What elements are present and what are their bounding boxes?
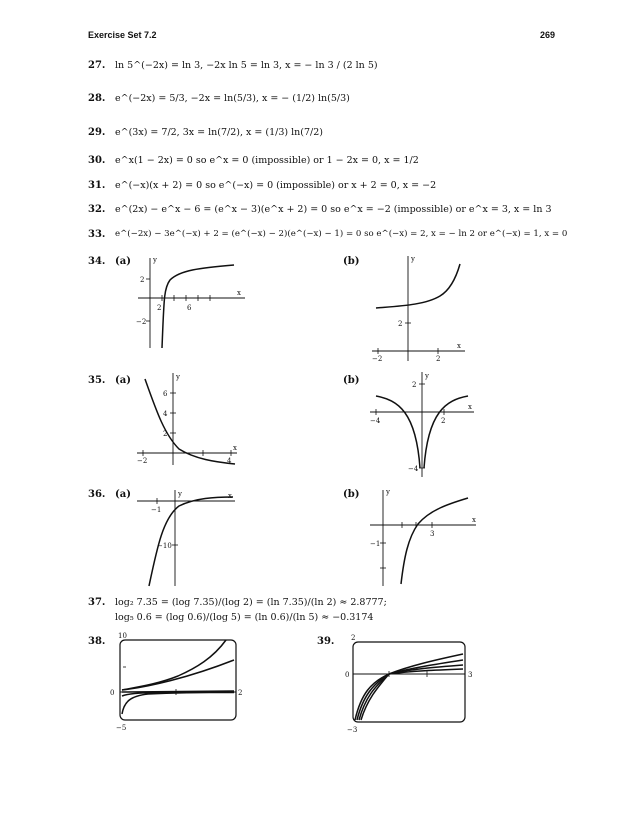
- tick-label: 6: [163, 390, 168, 398]
- tick-label: 4: [163, 410, 168, 418]
- y-axis-label: y: [153, 256, 157, 264]
- tick-label: 0: [110, 689, 115, 697]
- problem-37-line-1: log₂ 7.35 = (log 7.35)/(log 2) = (ln 7.35)/(ln 2) ≈ 2.8777;: [115, 597, 387, 608]
- graph-38: [108, 634, 248, 734]
- part-b-label: (b): [343, 256, 360, 267]
- problem-37-line-2: log₅ 0.6 = (log 0.6)/(log 5) = (ln 0.6)/(ln 5) ≈ −0.3174: [115, 612, 374, 623]
- tick-label: −1: [151, 506, 162, 514]
- y-axis-label: y: [386, 488, 390, 496]
- problem-number: 29.: [88, 127, 106, 138]
- part-a-label: (a): [115, 489, 131, 500]
- problem-33-text: e^(−2x) − 3e^(−x) + 2 = (e^(−x) − 2)(e^(−x) − 1) = 0 so e^(−x) = 2, x = − ln 2 or e^(−x) = 1, x = 0: [115, 229, 568, 239]
- graph-34b: [370, 256, 470, 364]
- problem-number: 38.: [88, 636, 106, 647]
- tick-label: 3: [430, 530, 435, 538]
- part-b-label: (b): [343, 375, 360, 386]
- x-axis-label: x: [457, 342, 461, 350]
- problem-number: 27.: [88, 60, 106, 71]
- tick-label: 2: [140, 276, 145, 284]
- tick-label: −1: [370, 540, 381, 548]
- problem-number: 32.: [88, 204, 106, 215]
- tick-label: −2: [137, 457, 148, 465]
- problem-number: 36.: [88, 489, 106, 500]
- tick-label: 2: [351, 634, 356, 642]
- problem-number: 33.: [88, 229, 106, 240]
- problem-30-text: e^x(1 − 2x) = 0 so e^x = 0 (impossible) or 1 − 2x = 0, x = 1/2: [115, 155, 419, 166]
- tick-label: 2: [163, 430, 168, 438]
- problem-number: 28.: [88, 93, 106, 104]
- tick-label: 3: [468, 671, 473, 679]
- y-axis-label: y: [176, 373, 180, 381]
- problem-number: 35.: [88, 375, 106, 386]
- tick-label: −10: [157, 542, 172, 550]
- x-axis-label: x: [468, 403, 472, 411]
- tick-label: 2: [412, 381, 417, 389]
- tick-label: 2: [238, 689, 243, 697]
- part-a-label: (a): [115, 375, 131, 386]
- tick-label: 2: [436, 355, 441, 363]
- problem-number: 34.: [88, 256, 106, 267]
- problem-number: 37.: [88, 597, 106, 608]
- problem-number: 31.: [88, 180, 106, 191]
- graph-36b: [368, 488, 480, 588]
- tick-label: 0: [345, 671, 350, 679]
- tick-label: 4: [227, 457, 232, 465]
- problem-31-text: e^(−x)(x + 2) = 0 so e^(−x) = 0 (impossible) or x + 2 = 0, x = −2: [115, 180, 437, 191]
- graph-35b: [368, 372, 478, 480]
- problem-number: 39.: [317, 636, 335, 647]
- y-axis-label: y: [411, 255, 415, 263]
- page-number: 269: [540, 30, 556, 40]
- x-axis-label: x: [472, 516, 476, 524]
- tick-label: 6: [187, 304, 192, 312]
- tick-label: −2: [136, 318, 147, 326]
- problem-32-text: e^(2x) − e^x − 6 = (e^x − 3)(e^x + 2) = 0 so e^x = −2 (impossible) or e^x = 3, x = ln 3: [115, 204, 552, 215]
- part-b-label: (b): [343, 489, 360, 500]
- running-header-title: Exercise Set 7.2: [88, 30, 157, 40]
- part-a-label: (a): [115, 256, 131, 267]
- tick-label: 2: [398, 320, 403, 328]
- x-axis-label: x: [228, 492, 232, 500]
- problem-28-text: e^(−2x) = 5/3, −2x = ln(5/3), x = − (1/2) ln(5/3): [115, 93, 350, 104]
- x-axis-label: x: [233, 444, 237, 452]
- tick-label: −4: [370, 417, 381, 425]
- tick-label: 10: [118, 632, 127, 640]
- graph-35a: [135, 373, 245, 468]
- y-axis-label: y: [425, 372, 429, 380]
- tick-label: −2: [372, 355, 383, 363]
- tick-label: −5: [116, 724, 127, 732]
- problem-27-text: ln 5^(−2x) = ln 3, −2x ln 5 = ln 3, x = − ln 3 / (2 ln 5): [115, 60, 378, 71]
- graph-34a: [130, 258, 250, 353]
- problem-29-text: e^(3x) = 7/2, 3x = ln(7/2), x = (1/3) ln(7/2): [115, 127, 323, 138]
- tick-label: −3: [347, 726, 358, 734]
- graph-36a: [135, 488, 240, 588]
- problem-number: 30.: [88, 155, 106, 166]
- y-axis-label: y: [178, 490, 182, 498]
- x-axis-label: x: [237, 289, 241, 297]
- tick-label: −4: [408, 465, 419, 473]
- tick-label: 2: [157, 304, 162, 312]
- tick-label: 2: [441, 417, 446, 425]
- graph-39: [345, 634, 485, 734]
